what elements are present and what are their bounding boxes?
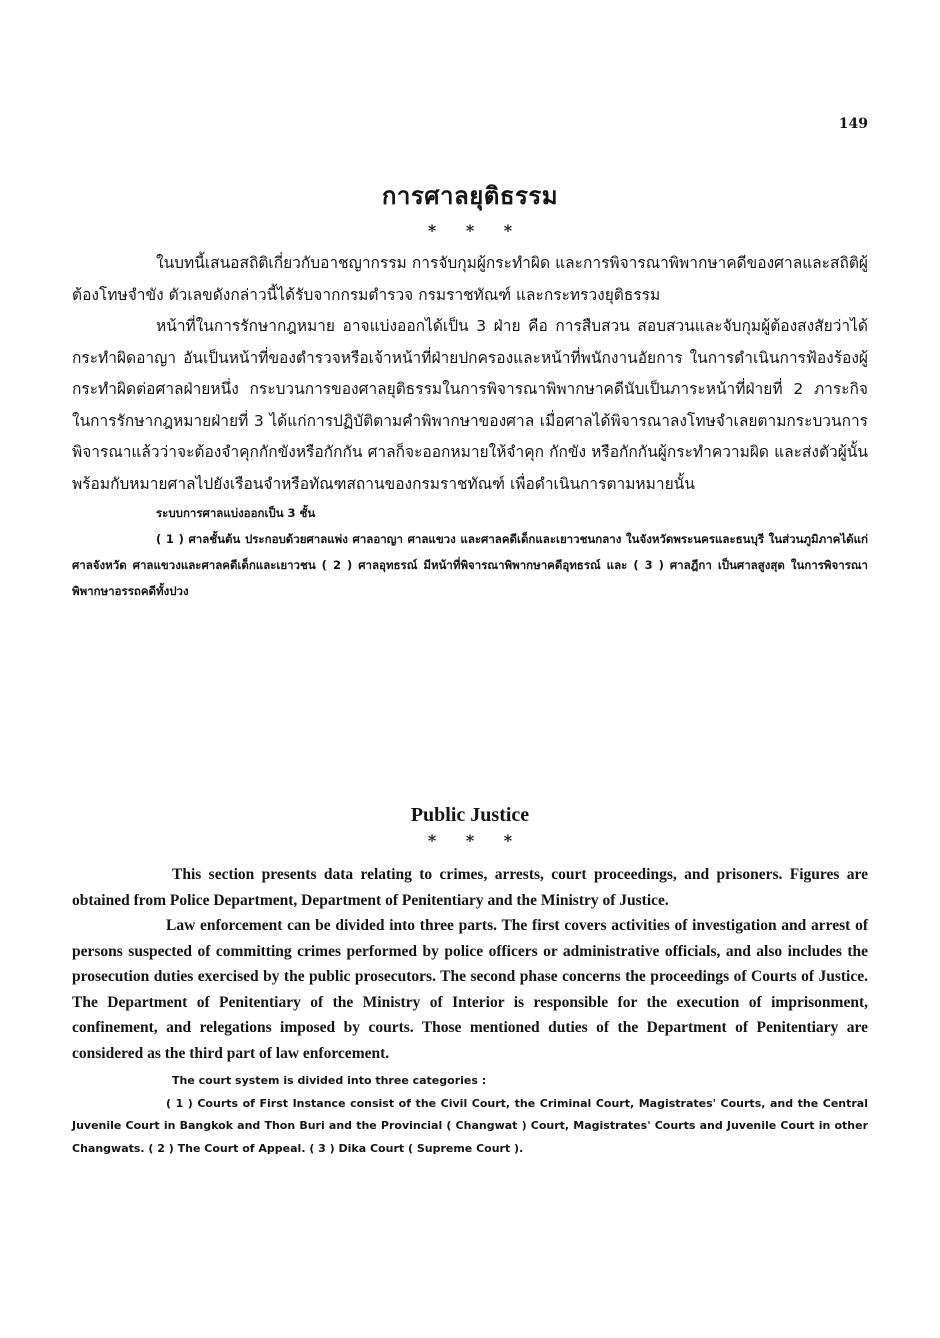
thai-court-system-lead: ระบบการศาลแบ่งออกเป็น 3 ชั้น xyxy=(156,506,316,520)
thai-court-system-detail: ( 1 ) ศาลชั้นต้น ประกอบด้วยศาลแพ่ง ศาลอาญา ศาลแขวง และศาลคดีเด็กและเยาวชนกลาง ในจังหวัดพระนครและธนบุรี ในส่วนภูมิภาคได้แก่ศาลจังหวัด ศาลแขวงและศาลคดีเด็กและเยาวชน ( 2 ) ศาลอุทธรณ์ มีหน้าที่พิจารณาพิพากษาคดีอุทธรณ์ และ ( 3 ) ศาลฎีกา เป็นศาลสูงสุด ในการพิจารณาพิพากษาอรรถคดีทั้งปวง xyxy=(72,532,868,598)
english-paragraph-law-enforcement: Law enforcement can be divided into three parts. The first covers activities of investigation and arrest of persons suspected of committing crimes performed by police officers or administrative officials, and also includes the prosecution duties exercised by the public prosecutors. The second phase concerns the proceedings of Courts of Justice. The Department of Penitentiary of the Ministry of Interior is responsible for the execution of imprisonment, confinement, and relegations imposed by courts. Those mentioned duties of the Department of Penitentiary are considered as the third part of law enforcement. xyxy=(72,917,868,1062)
english-court-system-detail: ( 1 ) Courts of First Instance consist of the Civil Court, the Criminal Court, Magistrates' Courts, and the Central Juvenile Court in Bangkok and Thon Buri and the Provincial ( Changwat ) Court, Magistrates' Courts and Juvenile Court in other Changwats. ( 2 ) The Court of Appeal. ( 3 ) Dika Court ( Supreme Court ). xyxy=(72,1096,868,1155)
thai-section-stars: * * * xyxy=(427,221,513,240)
english-section-stars: * * * xyxy=(427,831,513,850)
english-title: Public Justice xyxy=(410,804,530,826)
thai-paragraph-intro: ในบทนี้เสนอสถิติเกี่ยวกับอาชญากรรม การจับกุมผู้กระทำผิด และการพิจารณาพิพากษาคดีของศาลและสถิติผู้ต้องโทษจำขัง ตัวเลขดังกล่าวนี้ได้รับจากกรมตำรวจ กรมราชทัณฑ์ และกระทรวงยุติธรรม xyxy=(72,254,868,304)
page-number: 149 xyxy=(838,116,868,132)
thai-section xyxy=(72,176,868,604)
english-section xyxy=(72,804,868,1160)
thai-paragraph-law-enforcement: หน้าที่ในการรักษากฎหมาย อาจแบ่งออกได้เป็น 3 ฝ่าย คือ การสืบสวน สอบสวนและจับกุมผู้ต้องสงสัยว่าได้กระทำผิดอาญา อันเป็นหน้าที่ของตำรวจหรือเจ้าหน้าที่ฝ่ายปกครองและหน้าที่พนักงานอัยการ ในการดำเนินการฟ้องร้องผู้กระทำผิดต่อศาลฝ่ายหนึ่ง กระบวนการของศาลยุติธรรมในการพิจารณาพิพากษาคดีนับเป็นภาระหน้าที่ฝ่ายที่ 2 ภาระกิจในการรักษากฎหมายฝ่ายที่ 3 ได้แก่การปฏิบัติตามคำพิพากษาของศาล เมื่อศาลได้พิจารณาลงโทษจำเลยตามกระบวนการพิจารณาแล้วว่าจะต้องจำคุกกักขังหรือกักกัน ศาลก็จะออกหมายให้จำคุก กักขัง หรือกักกันผู้กระทำความผิด และส่งตัวผู้นั้นพร้อมกับหมายศาลไปยังเรือนจำหรือทัณฑสถานของกรมราชทัณฑ์ เพื่อดำเนินการตามหมายนั้น xyxy=(72,317,868,493)
thai-title: การศาลยุติธรรม xyxy=(381,182,559,210)
english-court-system-lead: The court system is divided into three categories : xyxy=(172,1074,487,1087)
english-paragraph-intro: This section presents data relating to crimes, arrests, court proceedings, and prisoners. Figures are obtained from Police Department, Department of Penitentiary and the Ministry of Justice. xyxy=(72,866,868,909)
